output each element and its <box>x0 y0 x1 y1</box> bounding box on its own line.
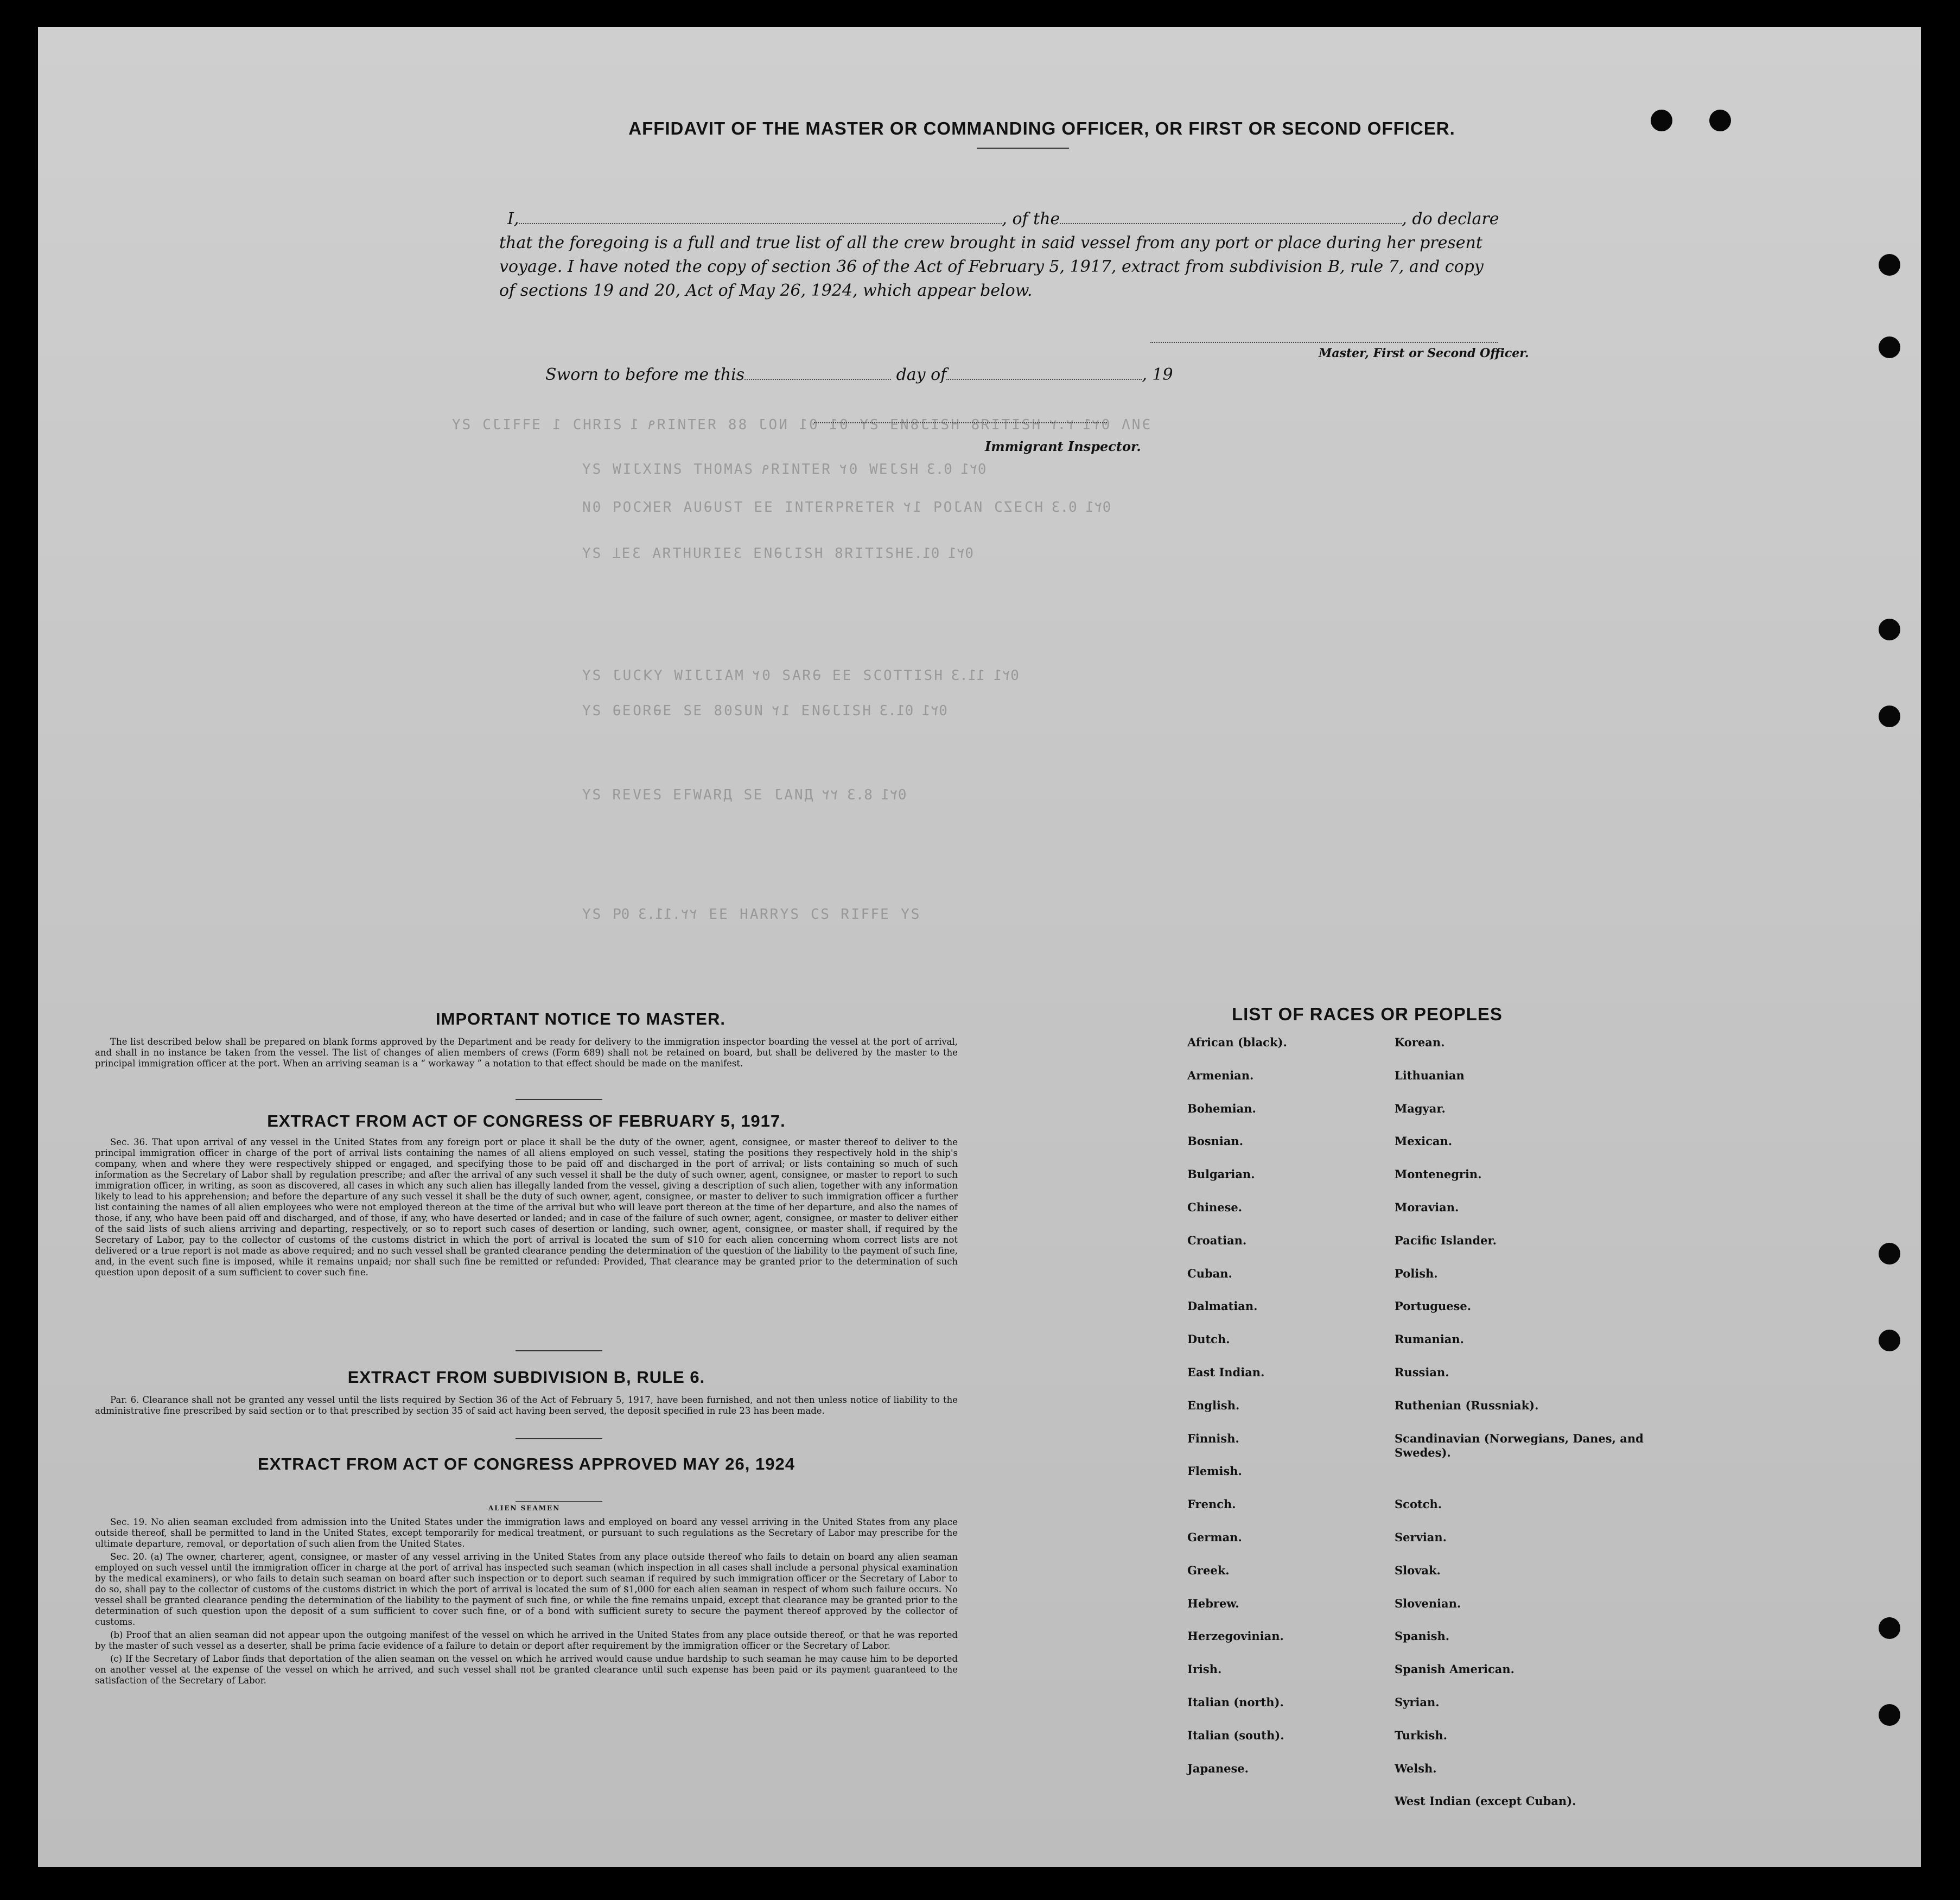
alien-seamen-subheading: ALIEN SEAMEN <box>488 1504 561 1512</box>
inspector-signature-line[interactable] <box>814 421 1107 423</box>
divider <box>977 148 1069 149</box>
notice-title: IMPORTANT NOTICE TO MASTER. <box>436 1009 726 1028</box>
race-item: Polish. <box>1395 1266 1438 1280</box>
race-item: Scandinavian (Norwegians, Danes, and Swedes). <box>1395 1431 1644 1459</box>
rule6-text <box>95 1395 958 1419</box>
bleed-through-text: 0٢1 11.3 HƧITTOƆƧ ƎƎ ƏЯAƧ 0٢ MAIJJIW YꓘƆUJ ƧY <box>581 668 1019 684</box>
sworn-prefix: Sworn to before me this <box>545 365 745 384</box>
extract-1917-title: EXTRACT FROM ACT OF CONGRESS OF FEBRUARY 5, 1917. <box>267 1111 786 1130</box>
races-left-column <box>1187 1035 1383 1794</box>
race-item: Spanish American. <box>1395 1662 1514 1676</box>
race-item: Slovak. <box>1395 1563 1441 1577</box>
notice-paragraph: The list described below shall be prepared on blank forms approved by the Department and be ready for delivery to the immigration inspector boarding the vessel at the port of arrival, and shall in no instance be taken from the vessel. The list of changes of alien members of crews (Form 689) shall not be retained on board, but shall be delivered by the master to the principal immigration officer at the port. When an arriving seaman is a “ workaway ” a notation to that effect should be made on the manifest. <box>95 1037 958 1069</box>
extract-1924-text <box>95 1517 958 1688</box>
race-item: Chinese. <box>1187 1200 1243 1214</box>
bleed-through-text: ЭИΛ 0۲1 ٢.٢ HƧITIЯ8 HƧIJ8И∃ ƧY 01 01 NOJ 88 ЯƎTИIЯ٩ 1 ƧIЯHƆ 1 ƎꟻꟻIJƆ ƧY <box>450 417 1151 433</box>
punch-hole <box>1709 110 1731 131</box>
race-item: Irish. <box>1187 1662 1222 1676</box>
sworn-year: , 19 <box>1142 365 1173 384</box>
declaration-i: I, <box>507 209 519 228</box>
divider <box>516 1350 602 1351</box>
race-item: Japanese. <box>1187 1761 1249 1775</box>
punch-hole <box>1651 110 1672 131</box>
sworn-statement <box>545 365 1173 384</box>
race-item: Montenegrin. <box>1395 1167 1482 1181</box>
race-item: Herzegovinian. <box>1187 1629 1284 1643</box>
sec20a-paragraph: Sec. 20. (a) The owner, charterer, agent, consignee, or master of any vessel arriving in the United States from any place outside thereof who fails to detain on board any alien seaman employed on such vessel until the immigration officer in charge at the port of arrival has inspected such seaman (which inspection in all cases shall include a personal physical examination by the medical examiners), or who fails to detain such seaman on board after such inspection or to deport such seaman if required by such immigration officer or the Secretary of Labor to do so, shall pay to the collector of customs of the customs district in which the port of arrival is located the sum of $1,000 for each alien seaman in respect of whom such failure occurs. No vessel shall be granted clearance pending the determination of the liability to the payment of such fine, or while the fine remains unpaid, except that clearance may be granted prior to the determination of such question upon the deposit of a sum sufficient to cover such fine, or of a bond with sufficient surety to secure the payment thereof approved by the collector of customs. <box>95 1552 958 1627</box>
master-name-field[interactable] <box>519 209 1002 224</box>
divider <box>516 1099 602 1100</box>
races-right-column <box>1395 1035 1644 1827</box>
race-item: Armenian. <box>1187 1068 1254 1082</box>
race-item: Dutch. <box>1187 1332 1230 1346</box>
race-item: Russian. <box>1395 1365 1449 1379</box>
race-item: French. <box>1187 1497 1236 1511</box>
punch-hole <box>1879 254 1900 276</box>
race-item: Servian. <box>1395 1530 1447 1544</box>
race-item: East Indian. <box>1187 1365 1265 1379</box>
race-item: Mexican. <box>1395 1134 1453 1148</box>
signature-line[interactable] <box>1150 341 1498 343</box>
race-item: Italian (south). <box>1187 1728 1284 1742</box>
race-item: Dalmatian. <box>1187 1299 1258 1313</box>
race-item: Hebrew. <box>1187 1596 1239 1610</box>
bleed-through-text: 0٢1 01.ƎHƧITIЯ8 HƧIJƏИƎ 3ƎIЯUHTЯA 3ƎꞱ ƧY <box>581 545 973 562</box>
sworn-day-field[interactable] <box>744 365 891 380</box>
declaration-line: that the foregoing is a full and true list of all the crew brought in said vessel from any port or place during her present <box>499 233 1482 252</box>
sworn-month-field[interactable] <box>946 365 1142 380</box>
race-item: Korean. <box>1395 1035 1445 1049</box>
race-item: Spanish. <box>1395 1629 1450 1643</box>
race-item: Flemish. <box>1187 1464 1242 1478</box>
race-item: Ruthenian (Russniak). <box>1395 1398 1539 1412</box>
punch-hole <box>1879 706 1900 727</box>
punch-hole <box>1879 1704 1900 1726</box>
punch-hole <box>1879 1617 1900 1639</box>
vessel-name-field[interactable] <box>1060 209 1402 224</box>
signature-label: Master, First or Second Officer. <box>1319 346 1529 360</box>
races-title: LIST OF RACES OR PEOPLES <box>1232 1004 1503 1024</box>
bleed-through-text: 0٢1 01.3 HƧIJƏИƎ 1۲ ИUƧ08 ƎƧ ƎƏЯOƎƏ ƧY <box>581 703 947 719</box>
race-item: Turkish. <box>1395 1728 1447 1742</box>
affidavit-title: AFFIDAVIT OF THE MASTER OR COMMANDING OFFICER, OR FIRST OR SECOND OFFICER. <box>628 118 1455 138</box>
document-page <box>38 27 1921 1867</box>
race-item: Lithuanian <box>1395 1068 1465 1082</box>
race-item: Pacific Islander. <box>1395 1233 1497 1247</box>
race-item: Bulgarian. <box>1187 1167 1255 1181</box>
declaration-text <box>499 207 1557 303</box>
race-item: German. <box>1187 1530 1242 1544</box>
bleed-through-text: 0٢1 0.3 HƧJƎW 0٢ ЯƎTИIЯ٩ ƧAMOHT ƧИIXJIW ƧY <box>581 461 987 478</box>
race-item: African (black). <box>1187 1035 1287 1049</box>
race-item: Bohemian. <box>1187 1101 1256 1115</box>
extract-1917-text <box>95 1137 958 1280</box>
race-item: Greek. <box>1187 1563 1230 1577</box>
notice-text <box>95 1037 958 1071</box>
bleed-through-text: 0٢1 0.3 HƆƎZƆ ИAJOꟼ 1۲ ЯƎTƎЯꟼЯƎTИI ƎƎ TƧUƏUA ЯƎKƆOꟼ 0И <box>581 499 1111 516</box>
extract-1917-paragraph: Sec. 36. That upon arrival of any vessel in the United States from any foreign port or place it shall be the duty of the owner, agent, consignee, or master thereof to deliver to the principal immigration officer in charge of the port of arrival lists containing the names of all aliens employed on such vessel, stating the positions they respectively hold in the ship's company, when and where they were respectively shipped or engaged, and specifying those to be paid off and discharged in the port of arrival; or lists containing so much of such information as the Secretary of Labor shall by regulation prescribe; and after the arrival of any such vessel it shall be the duty of such owner, agent, consignee, or master to report to such immigration officer, in writing, as soon as discovered, all cases in which any such alien has illegally landed from the vessel, giving a description of such alien, together with any information likely to lead to his apprehension; and before the departure of any such vessel it shall be the duty of such owner, agent, consignee, or master to deliver to such immigration officer a further list containing the names of all alien employees who were not employed thereon at the time of the arrival but who will leave port thereon at the time of her departure, and also the names of those, if any, who have been paid off and discharged, and of those, if any, who have deserted or landed; and in case of the failure of such owner, agent, consignee, or master to deliver either of the said lists of such aliens arriving and departing, respectively, or so to report such cases of desertion or landing, such owner, agent, consignee, or master shall, if required by the Secretary of Labor, pay to the collector of customs of the customs district in which the port of arrival is located the sum of $10 for each alien concerning whom correct lists are not delivered or a true report is not made as above required; and no such vessel shall be granted clearance pending the determination of the question of the liability to the payment of such fine, and, in the event such fine is imposed, while it remains unpaid; nor shall such fine be remitted or refunded: Provided, That clearance may be granted prior to the determination of such question upon deposit of a sum sufficient to cover such fine. <box>95 1137 958 1278</box>
race-item: Slovenian. <box>1395 1596 1461 1610</box>
sworn-day-label: day of <box>896 365 947 384</box>
sec20c-paragraph: (c) If the Secretary of Labor finds that deportation of the alien seaman on the vessel on which he arrived would cause undue hardship to such seaman he may cause him to be deported on another vessel at the expense of the vessel on which he arrived, and such vessel shall not be granted clearance until such expense has been paid or its payment guaranteed to the satisfaction of the Secretary of Labor. <box>95 1654 958 1686</box>
punch-hole <box>1879 619 1900 640</box>
declaration-line: voyage. I have noted the copy of section 36 of the Act of February 5, 1917, extract from subdivision B, rule 7, and copy <box>499 257 1484 276</box>
race-item: Scotch. <box>1395 1497 1442 1511</box>
declaration-of: , of the <box>1002 209 1060 228</box>
race-item: Italian (north). <box>1187 1695 1284 1709</box>
bleed-through-text: ƧY ƎꟻꟻIЯ ƧƆ ƧYЯЯAH ƎƎ ٢٢.11.3 0ꟼ ƧY <box>581 906 920 923</box>
divider <box>516 1438 602 1439</box>
rule6-title: EXTRACT FROM SUBDIVISION B, RULE 6. <box>347 1368 705 1387</box>
punch-hole <box>1879 336 1900 358</box>
extract-1924-title: EXTRACT FROM ACT OF CONGRESS APPROVED MAY 26, 1924 <box>258 1454 795 1473</box>
race-item: Portuguese. <box>1395 1299 1472 1313</box>
punch-hole <box>1879 1330 1900 1351</box>
sec20b-paragraph: (b) Proof that an alien seaman did not appear upon the outgoing manifest of the vessel on which he arrived in the United States from any place outside thereof, or that he was reported by the master of such vessel as a deserter, shall be prima facie evidence of a failure to detain or deport after requirement by the immigration officer or the Secretary of Labor. <box>95 1630 958 1651</box>
race-item: Bosnian. <box>1187 1134 1244 1148</box>
race-item: Moravian. <box>1395 1200 1459 1214</box>
race-item: Welsh. <box>1395 1761 1437 1775</box>
sec19-paragraph: Sec. 19. No alien seaman excluded from admission into the United States under the immigration laws and employed on board any vessel arriving in the United States from any place outside thereof, shall be permitted to land in the United States, except temporarily for medical treatment, or pursuant to such regulations as the Secretary of Labor may prescribe for the ultimate departure, removal, or deportation of such alien from the United States. <box>95 1517 958 1549</box>
race-item: Croatian. <box>1187 1233 1247 1247</box>
race-item: Finnish. <box>1187 1431 1239 1445</box>
divider <box>516 1501 602 1502</box>
declaration-line: of sections 19 and 20, Act of May 26, 1924, which appear below. <box>499 281 1033 300</box>
bleed-through-text: 0٢1 8.3 ٢٢ ДИAJ ƎƧ ДЯAWꟻƎ ƧƎVƎЯ ƧY <box>581 787 907 803</box>
race-item: West Indian (except Cuban). <box>1395 1794 1576 1808</box>
race-item: English. <box>1187 1398 1240 1412</box>
punch-hole <box>1879 1243 1900 1264</box>
race-item: Magyar. <box>1395 1101 1446 1115</box>
inspector-label: Immigrant Inspector. <box>985 439 1141 454</box>
race-item: Syrian. <box>1395 1695 1440 1709</box>
declaration-declare: , do declare <box>1402 209 1499 228</box>
rule6-paragraph: Par. 6. Clearance shall not be granted any vessel until the lists required by Section 36 of the Act of February 5, 1917, have been furnished, and not then unless notice of liability to the administrative fine prescribed by said section or to that prescribed by section 35 of said act having been served, the deposit specified in rule 23 has been made. <box>95 1395 958 1416</box>
race-item: Rumanian. <box>1395 1332 1464 1346</box>
race-item: Cuban. <box>1187 1266 1232 1280</box>
